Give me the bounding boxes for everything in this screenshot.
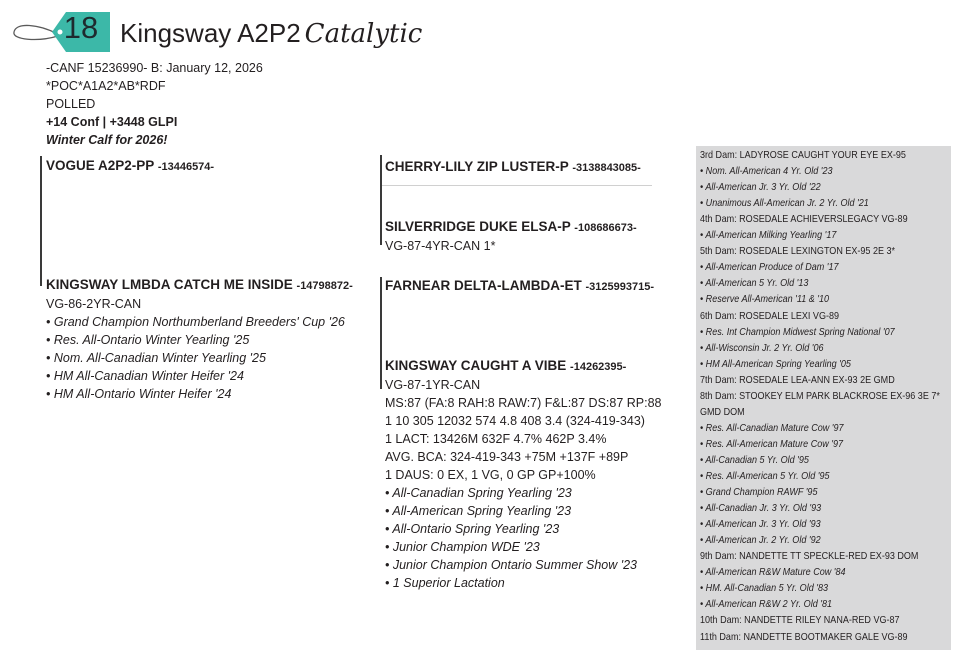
dam-award: • HM All-Ontario Winter Heifer '24 (46, 387, 232, 401)
lot-number: 18 (63, 10, 99, 45)
pedigree-line-right-top (380, 155, 382, 245)
info-headline: Winter Calf for 2026! (46, 133, 168, 147)
animal-info (46, 59, 263, 149)
sire-sire-name-text: CHERRY-LILY ZIP LUSTER-P (385, 159, 569, 174)
family-award: • Nom. All-American 4 Yr. Old '23 (700, 165, 833, 178)
sire-dam-block (385, 218, 637, 255)
family-award: • HM All-American Spring Yearling '05 (700, 357, 851, 370)
animal-name: Kingsway A2P2 (120, 18, 301, 48)
family-dam-line: 6th Dam: ROSEDALE LEXI VG-89 (700, 309, 840, 322)
family-dam-line: 5th Dam: ROSEDALE LEXINGTON EX-95 2E 3* (700, 245, 896, 258)
dam-dam-stat: 1 DAUS: 0 EX, 1 VG, 0 GP GP+100% (385, 468, 596, 482)
dam-reg: -14798872- (296, 280, 353, 292)
sire-dam-reg: -108686673- (574, 222, 637, 234)
dam-block (46, 276, 353, 403)
family-award: • All-American Jr. 3 Yr. Old '93 (700, 518, 821, 531)
family-award: • All-American Milking Yearling '17 (700, 229, 837, 242)
family-award: • All-Canadian 5 Yr. Old '95 (700, 453, 809, 466)
dam-dam-award: • All-Ontario Spring Yearling '23 (385, 522, 560, 536)
family-award: • Res. All-Canadian Mature Cow '97 (700, 421, 844, 434)
tag-string-icon (14, 25, 58, 39)
family-award: • All-Canadian Jr. 3 Yr. Old '93 (700, 502, 822, 515)
family-award: • All-American Produce of Dam '17 (700, 261, 839, 274)
family-award: • HM. All-Canadian 5 Yr. Old '83 (700, 582, 829, 595)
dam-sire-name-text: FARNEAR DELTA-LAMBDA-ET (385, 278, 582, 293)
family-dam-line: 8th Dam: STOOKEY ELM PARK BLACKROSE EX-96 3E 7* (700, 389, 940, 402)
family-dam-line: 10th Dam: NANDETTE RILEY NANA-RED VG-87 (700, 614, 900, 627)
sire-sire-name (385, 158, 641, 177)
dam-sire-block (385, 277, 654, 296)
dam-dam-award: • Junior Champion Ontario Summer Show '23 (385, 558, 638, 572)
family-award: • All-American R&W Mature Cow '84 (700, 566, 846, 579)
family-award: • All-American R&W 2 Yr. Old '81 (700, 598, 833, 611)
pedigree-line-right-bottom (380, 277, 382, 389)
family-dam-line: 11th Dam: NANDETTE BOOTMAKER GALE VG-89 (700, 630, 908, 643)
animal-script-name: Catalytic (304, 19, 423, 49)
family-award: • All-American Jr. 3 Yr. Old '22 (700, 181, 821, 194)
dam-name (46, 276, 353, 295)
dam-name-text: KINGSWAY LMBDA CATCH ME INSIDE (46, 277, 293, 292)
family-award: • Unanimous All-American Jr. 2 Yr. Old '21 (700, 197, 869, 210)
dam-award: • Nom. All-Canadian Winter Yearling '25 (46, 351, 266, 365)
dam-dam-award: • All-American Spring Yearling '23 (385, 504, 572, 518)
maternal-family-panel (696, 146, 951, 650)
family-award: • All-Wisconsin Jr. 2 Yr. Old '06 (700, 341, 824, 354)
dam-award: • Grand Champion Northumberland Breeders' Cup '26 (46, 315, 345, 329)
family-dam-line: 7th Dam: ROSEDALE LEA-ANN EX-93 2E GMD (700, 373, 895, 386)
info-genetics: *POC*A1A2*AB*RDF (46, 79, 166, 93)
family-dam-line: GMD DOM (700, 405, 745, 418)
family-dam-line: 4th Dam: ROSEDALE ACHIEVERSLEGACY VG-89 (700, 213, 908, 226)
sire-reg: -13446574- (157, 161, 215, 173)
dam-sire-reg: -3125993715- (585, 281, 655, 293)
dam-dam-block (385, 357, 662, 592)
sire-dam-name (385, 218, 637, 237)
sire-block (46, 157, 214, 176)
family-award: • All-American 5 Yr. Old '13 (700, 277, 809, 290)
pedigree-divider (382, 185, 652, 186)
dam-dam-stat: 1 LACT: 13426M 632F 4.7% 462P 3.4% (385, 432, 607, 446)
dam-dam-reg: -14262395- (570, 361, 627, 373)
family-award: • Res. All-American Mature Cow '97 (700, 437, 844, 450)
dam-sire-name (385, 277, 654, 296)
sire-dam-classification: VG-87-4YR-CAN 1* (385, 239, 496, 253)
info-indexes: +14 Conf | +3448 GLPI (46, 115, 178, 129)
family-award: • Reserve All-American '11 & '10 (700, 293, 830, 306)
animal-title (120, 18, 422, 49)
dam-dam-name-text: KINGSWAY CAUGHT A VIBE (385, 358, 567, 373)
sire-sire-block (385, 158, 641, 177)
family-award: • All-American Jr. 2 Yr. Old '92 (700, 534, 821, 547)
sire-dam-name-text: SILVERRIDGE DUKE ELSA-P (385, 219, 571, 234)
family-award: • Grand Champion RAWF '95 (700, 486, 818, 499)
info-polled: POLLED (46, 97, 96, 111)
dam-dam-award: • 1 Superior Lactation (385, 576, 505, 590)
pedigree-line-sire (40, 156, 42, 286)
dam-dam-name (385, 357, 662, 376)
dam-award: • Res. All-Ontario Winter Yearling '25 (46, 333, 250, 347)
dam-dam-award: • All-Canadian Spring Yearling '23 (385, 486, 572, 500)
dam-classification: VG-86-2YR-CAN (46, 297, 142, 311)
info-registration: -CANF 15236990- B: January 12, 2026 (46, 61, 263, 75)
dam-dam-classification: VG-87-1YR-CAN (385, 378, 481, 392)
dam-award: • HM All-Canadian Winter Heifer '24 (46, 369, 244, 383)
sire-name (46, 157, 214, 176)
family-award: • Res. Int Champion Midwest Spring National '07 (700, 325, 895, 338)
dam-dam-stat: 1 10 305 12032 574 4.8 408 3.4 (324-419-343) (385, 414, 645, 428)
sire-name-text: VOGUE A2P2-PP (46, 158, 155, 173)
family-dam-line: 3rd Dam: LADYROSE CAUGHT YOUR EYE EX-95 (700, 149, 906, 161)
sire-sire-reg: -3138843085- (572, 162, 641, 174)
family-award: • Res. All-American 5 Yr. Old '95 (700, 470, 830, 482)
dam-dam-stat: AVG. BCA: 324-419-343 +75M +137F +89P (385, 450, 629, 464)
dam-dam-stat: MS:87 (FA:8 RAH:8 RAW:7) F&L:87 DS:87 RP:88 (385, 396, 662, 410)
family-dam-line: 9th Dam: NANDETTE TT SPECKLE-RED EX-93 DOM (700, 550, 919, 563)
dam-dam-award: • Junior Champion WDE '23 (385, 540, 540, 554)
